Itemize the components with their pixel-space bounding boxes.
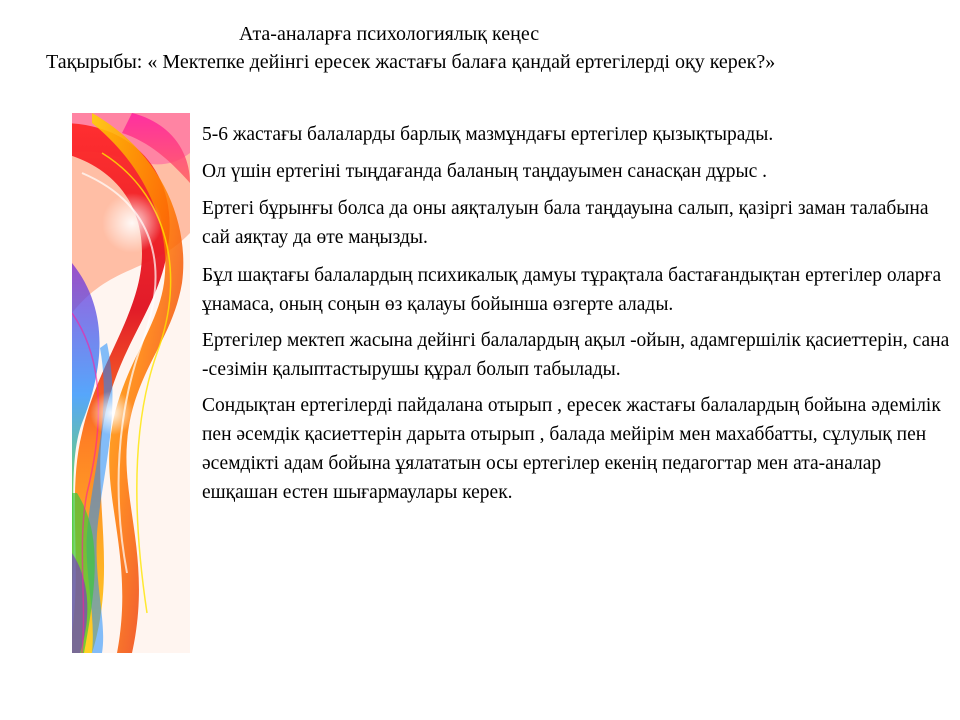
rainbow-swirl-decoration — [72, 113, 190, 653]
paragraph: Ол үшін ертегіні тыңдағанда баланың таңдауымен санасқан дұрыс . — [202, 161, 768, 182]
body-text — [202, 120, 952, 515]
paragraph: 5-6 жастағы балаларды барлық мазмұндағы ертегілер қызықтырады. — [202, 124, 774, 145]
paragraph: Сондықтан ертегілерді пайдалана отырып , ересек жастағы балалардың бойына әдемілік пен әсемдік қасиеттерін дарыта отырып , балада мейірім мен махаббатты, сұлулық пен әсемдікті адам бойына ұялататын осы ертегілер екенің педагогтар мен ата-аналар ешқашан естен шығармаулары керек. — [202, 395, 941, 503]
slide-topic: Тақырыбы: « Мектепке дейінгі ересек жастағы балаға қандай ертегілерді оқу керек?» — [46, 51, 776, 73]
paragraph: Ертегі бұрынғы болса да оны аяқталуын бала таңдауына салып, қазіргі заман талабына сай аяқтау да өте маңызды. — [202, 198, 929, 248]
slide-title: Ата-аналарға психологиялық кеңес — [239, 23, 540, 45]
paragraph: Ертегілер мектеп жасына дейінгі балалардың ақыл -ойын, адамгершілік қасиеттерін, сана -сезімін қалыптастырушы құрал болып табылады. — [202, 330, 950, 380]
paragraph: Бұл шақтағы балалардың психикалық дамуы тұрақтала бастағандықтан ертегілер оларға ұнамаса, оның соңын өз қалауы бойынша өзгерте алады. — [202, 265, 942, 315]
